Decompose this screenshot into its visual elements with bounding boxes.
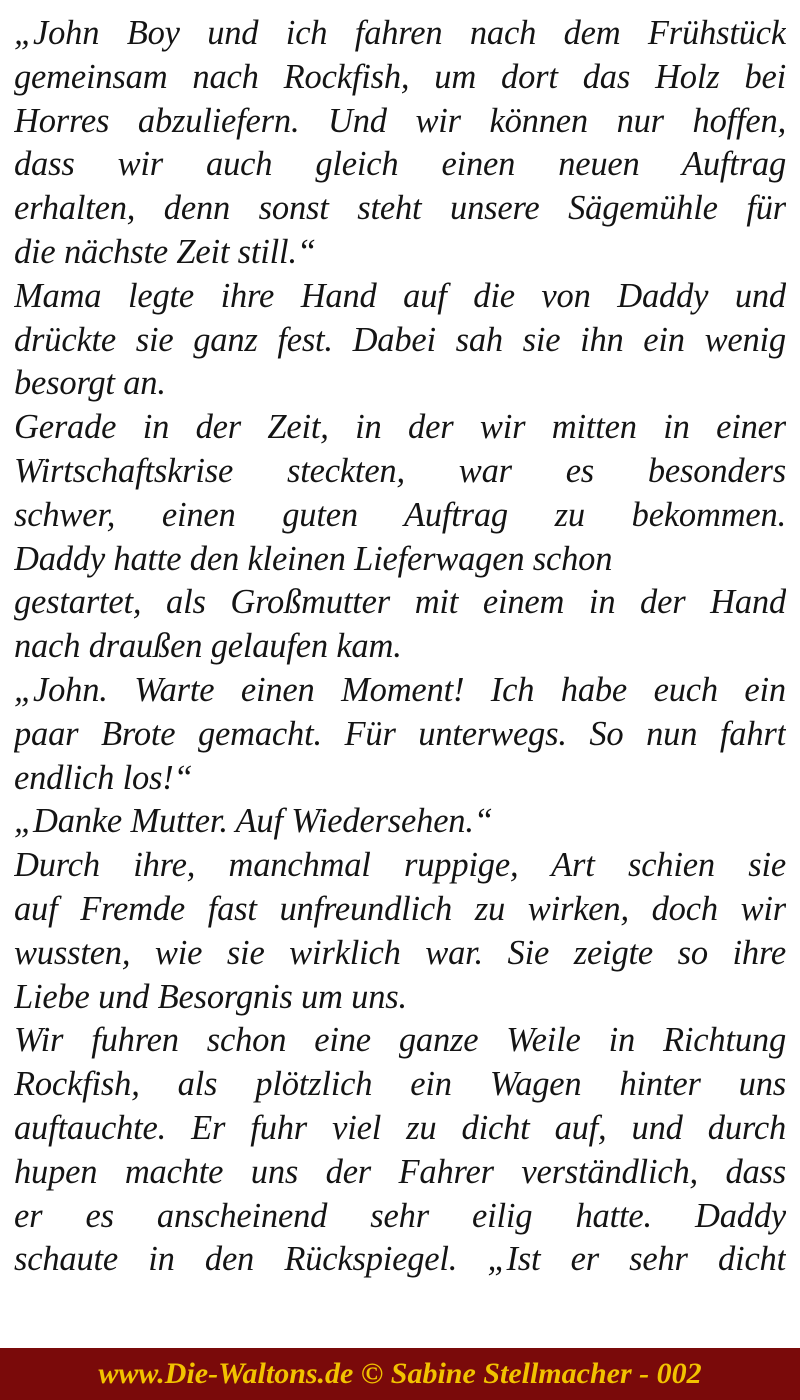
text-line: Horres abzuliefern. Und wir können nur hoffen, [14, 101, 786, 140]
text-line: er es anscheinend sehr eilig hatte. Daddy [14, 1196, 786, 1235]
text-line: „John. Warte einen Moment! Ich habe euch ein [14, 670, 786, 709]
text-line: Wir fuhren schon eine ganze Weile in Richtung [14, 1021, 786, 1060]
story-text [14, 12, 786, 1282]
text-line: „Danke Mutter. Auf Wiedersehen.“ [14, 802, 493, 841]
text-line: nach draußen gelaufen kam. [14, 627, 402, 666]
text-line: paar Brote gemacht. Für unterwegs. So nun fahrt [14, 714, 786, 753]
text-line: auf Fremde fast unfreundlich zu wirken, doch wir [14, 889, 786, 928]
text-line: drückte sie ganz fest. Dabei sah sie ihn ein wenig [14, 320, 786, 359]
text-line: auftauchte. Er fuhr viel zu dicht auf, und durch [14, 1108, 786, 1147]
text-line: schaute in den Rückspiegel. „Ist er sehr dicht [14, 1240, 786, 1279]
text-line: hupen machte uns der Fahrer verständlich, dass [14, 1152, 786, 1191]
text-line: dass wir auch gleich einen neuen Auftrag [14, 145, 786, 184]
text-line: Durch ihre, manchmal ruppige, Art schien sie [14, 846, 786, 885]
text-line: gestartet, als Großmutter mit einem in der Hand [14, 583, 786, 622]
text-line: „John Boy und ich fahren nach dem Frühstück [14, 14, 786, 52]
text-line: schwer, einen guten Auftrag zu bekommen. [14, 495, 786, 534]
text-line: gemeinsam nach Rockfish, um dort das Holz bei [14, 57, 786, 96]
text-line: Liebe und Besorgnis um uns. [14, 977, 407, 1016]
text-line: wussten, wie sie wirklich war. Sie zeigte so ihre [14, 933, 786, 972]
footer-banner [0, 1348, 800, 1400]
text-line: Wirtschaftskrise steckten, war es besonders [14, 451, 786, 490]
text-line: endlich los!“ [14, 758, 193, 797]
text-line: erhalten, denn sonst steht unsere Sägemühle für [14, 189, 786, 228]
text-line: Daddy hatte den kleinen Lieferwagen schon [14, 539, 613, 578]
text-line: Rockfish, als plötzlich ein Wagen hinter uns [14, 1065, 786, 1104]
text-line: besorgt an. [14, 364, 166, 403]
text-line: Mama legte ihre Hand auf die von Daddy und [14, 276, 786, 315]
footer-credit: www.Die-Waltons.de © Sabine Stellmacher - 002 [98, 1357, 702, 1390]
text-line: die nächste Zeit still.“ [14, 232, 316, 271]
text-line: Gerade in der Zeit, in der wir mitten in einer [14, 408, 786, 447]
